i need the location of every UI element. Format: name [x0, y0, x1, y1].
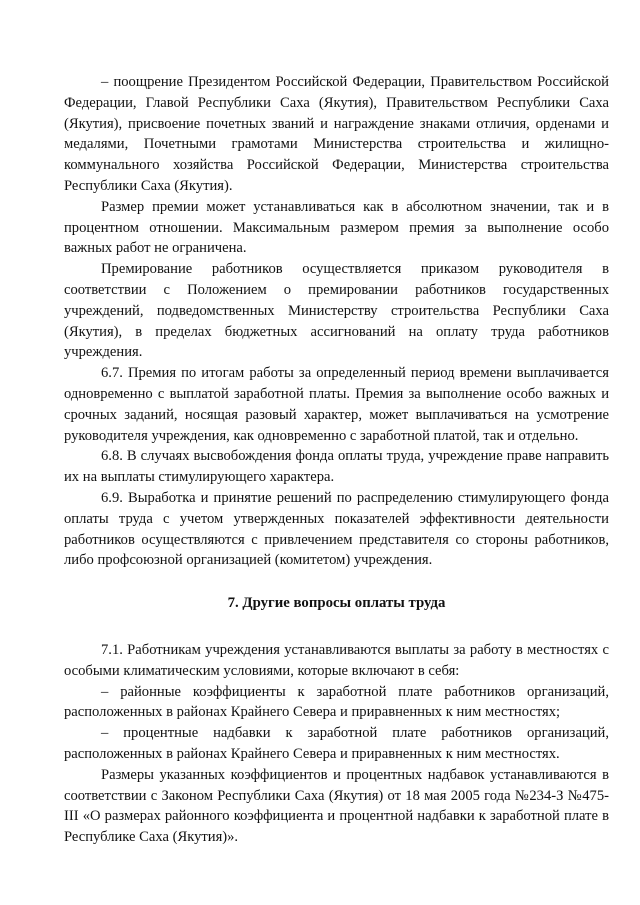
document-page [64, 72, 609, 848]
paragraph-6-8: 6.8. В случаях высвобождения фонда оплаты труда, учреждение праве направить их на выплаты стимулирующего характера. [64, 448, 609, 486]
paragraph-6-7: 6.7. Премия по итогам работы за определенный период времени выплачивается одновременно с выплатой заработной платы. Премия за выполнение особо важных и срочных заданий, носящая разовый характер, может выплачиваться на усмотрение руководителя учреждения, как одновременно с заработной платой, так и отдельно. [64, 365, 609, 444]
paragraph-6-9: 6.9. Выработка и принятие решений по распределению стимулирующего фонда оплаты труда с учетом утвержденных показателей эффективности деятельности работников осуществляются с привлечением представителя со стороны работников, либо профсоюзной организацией (комитетом) учреждения. [64, 489, 609, 569]
section-7-heading: 7. Другие вопросы оплаты труда [227, 595, 446, 612]
paragraph-bonus-size: Размер премии может устанавливаться как в абсолютном значении, так и в процентном отношении. Максимальным размером премия за выполнение особо важных работ не ограничена. [64, 198, 609, 257]
paragraph-bonus-order: Премирование работников осуществляется приказом руководителя в соответствии с Положением о премировании работников государственных учреждений, подведомственных Министерству строительства Республики Саха (Якутия), в пределах бюджетных ассигнований на оплату труда работников учреждения. [64, 261, 609, 361]
list-item-percentage-allowances: – процентные надбавки к заработной плате работников организаций, расположенных в районах Крайнего Севера и приравненных к ним местностях. [64, 725, 609, 762]
paragraph-law-reference: Размеры указанных коэффициентов и процентных надбавок устанавливаются в соответствии с Законом Республики Саха (Якутия) от 18 мая 2005 года №234-З №475-III «О размерах районного коэффициента и процентной надбавки к заработной плате в Республике Саха (Якутия)». [64, 766, 609, 846]
paragraph-awards: – поощрение Президентом Российской Федерации, Правительством Российской Федерации, Главой Республики Саха (Якутия), Правительством Республики Саха (Якутия), присвоение почетных званий и награждение знаками отличия, орденами и медалями, Почетными грамотами Министерства строительства и жилищно-коммунального хозяйства Российской Федерации, Министерства строительства Республики Саха (Якутия). [64, 74, 609, 194]
list-item-regional-coefficients: – районные коэффициенты к заработной плате работников организаций, расположенных в районах Крайнего Севера и приравненных к ним местностях; [64, 683, 609, 721]
paragraph-7-1: 7.1. Работникам учреждения устанавливаются выплаты за работу в местностях с особыми климатическим условиями, которые включают в себя: [64, 641, 609, 679]
